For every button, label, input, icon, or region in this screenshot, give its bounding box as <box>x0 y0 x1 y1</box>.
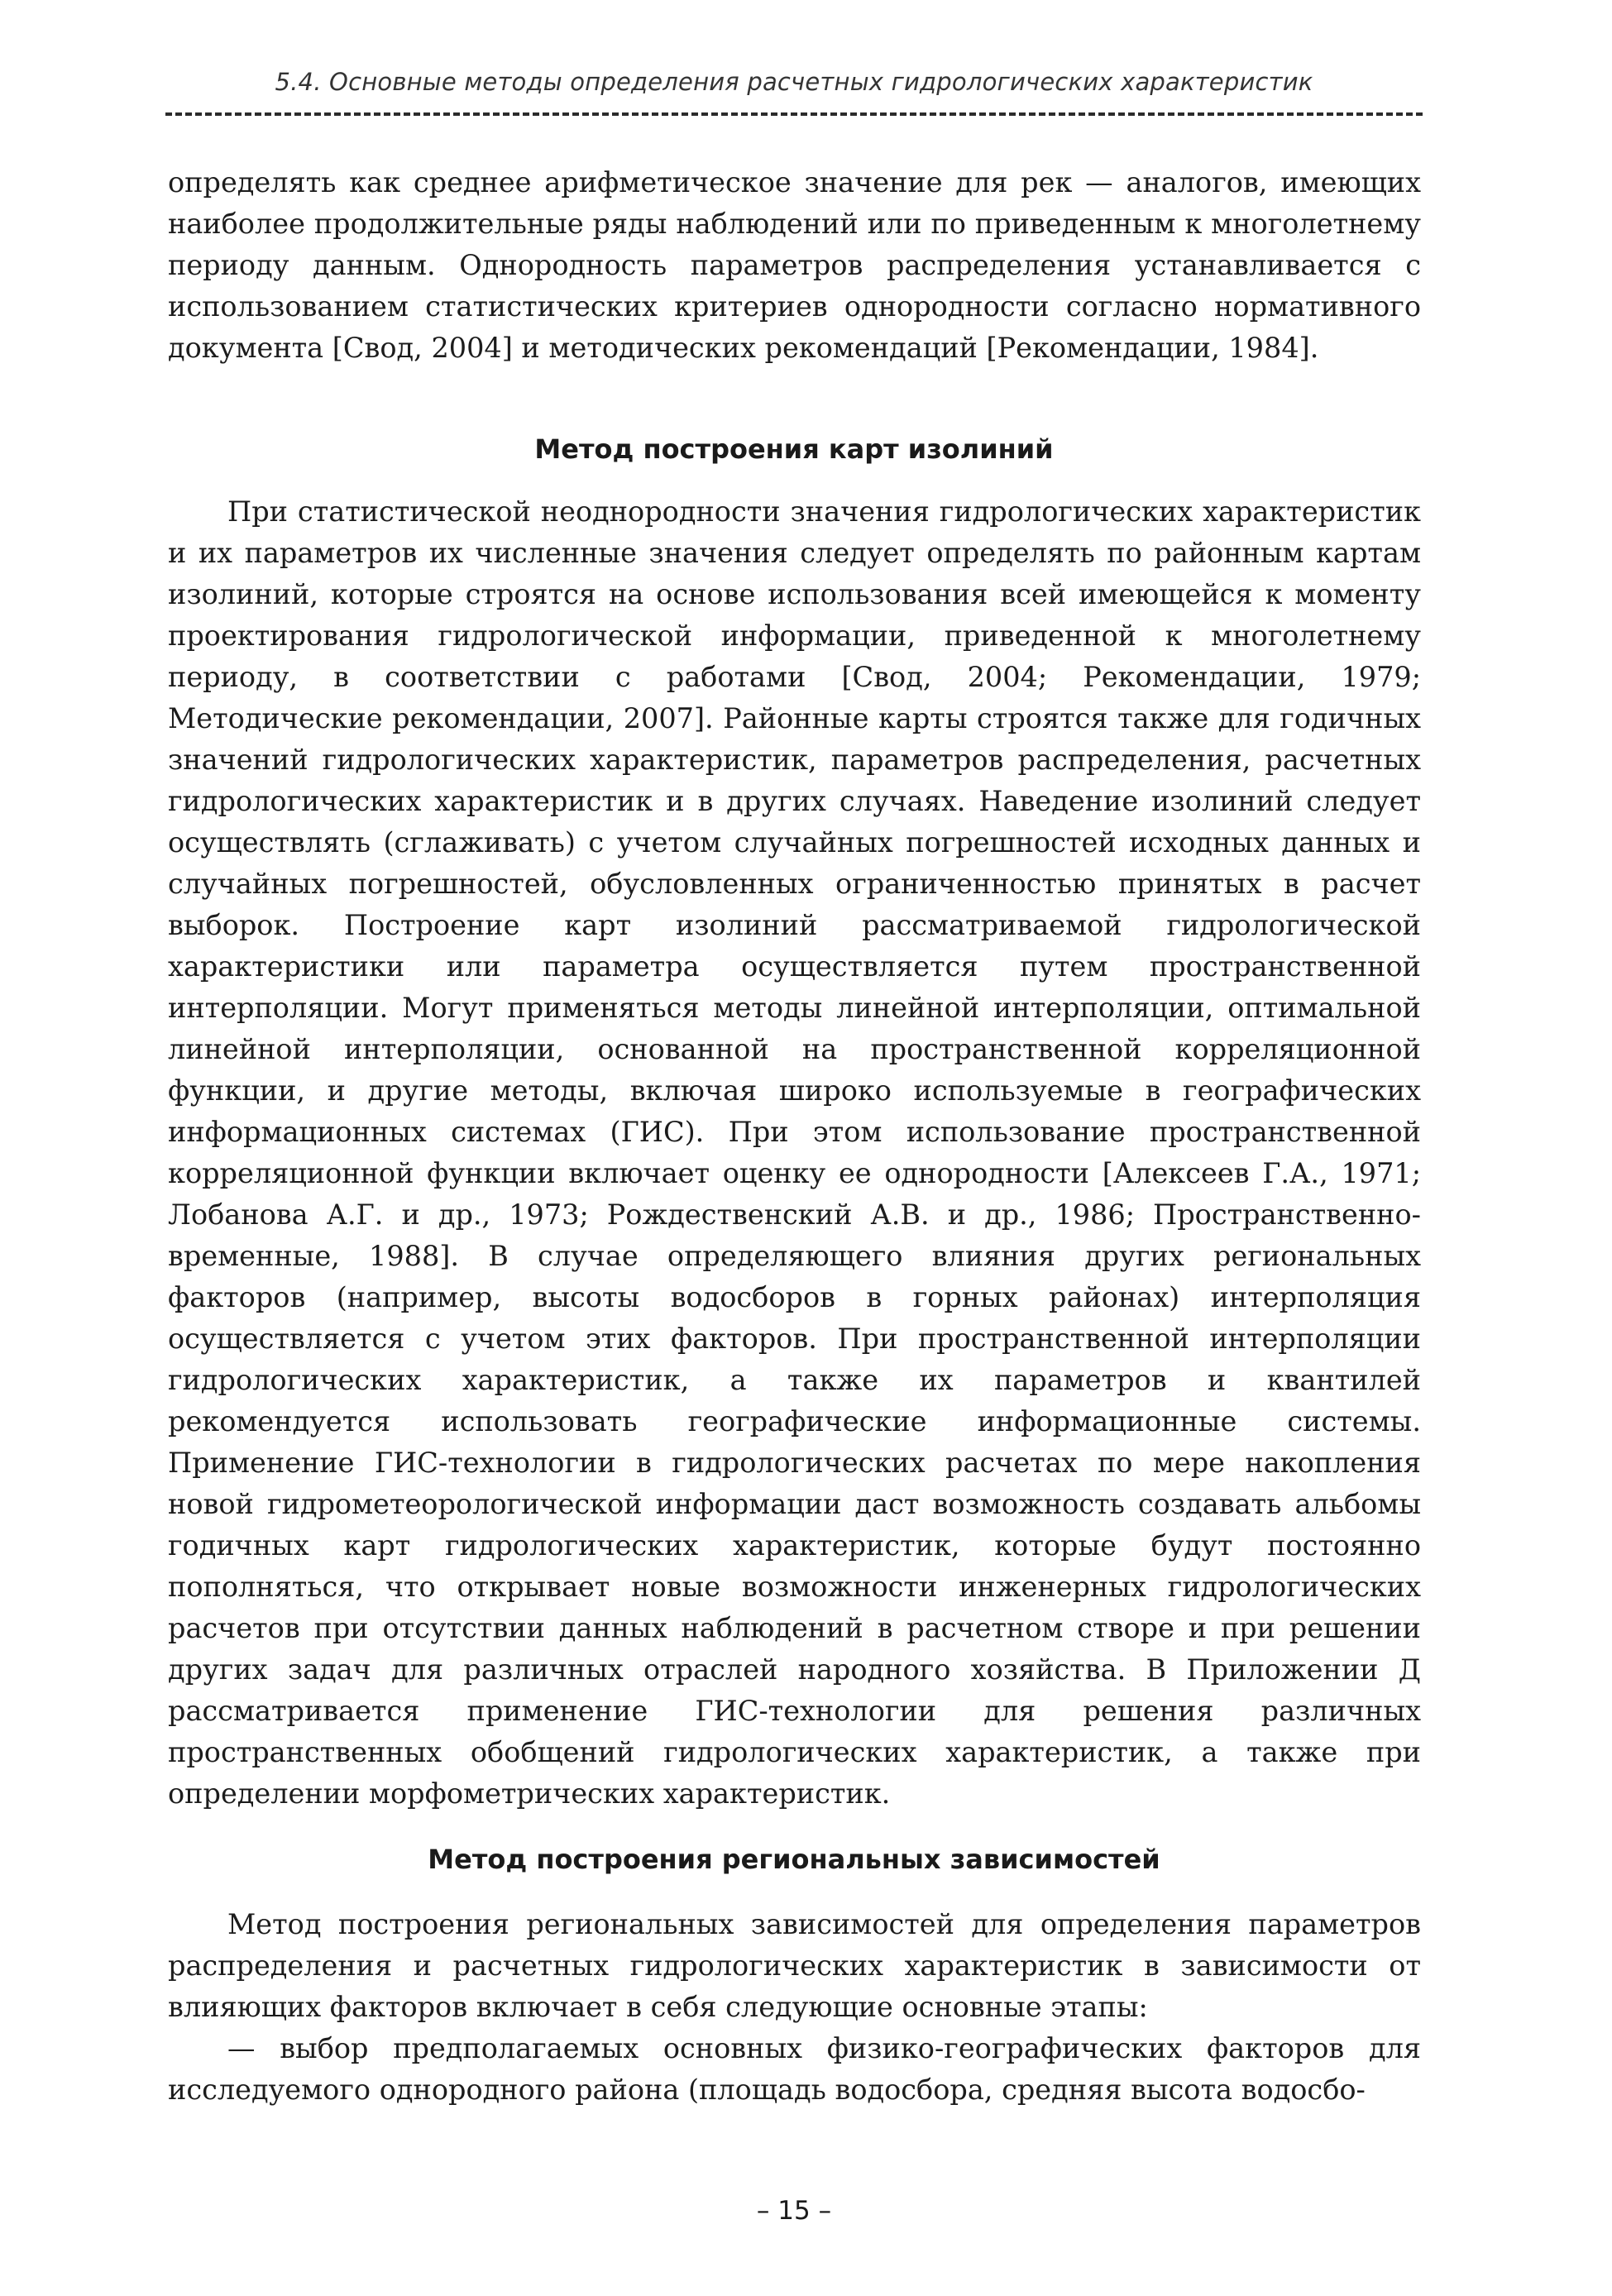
section-heading-isolines: Метод построения карт изолиний <box>534 433 1054 465</box>
page-number: – 15 – <box>756 2196 832 2226</box>
intro-block <box>168 162 1421 369</box>
isolines-paragraph: При статистической неоднородности значения гидрологических характеристик и их параметров их численные значения следует определять по районным картам изолиний, которые строятся на основе использования всей имеющейся к моменту проектирования гидрологической информации, приведенной к многолетнему периоду, в соответствии с работами [Свод, 2004; Рекомендации, 1979; Методические рекомендации, 2007]. Районные карты строятся также для годичных значений гидрологических характеристик, параметров распределения, расчетных гидрологических характеристик и в других случаях. Наведение изолиний следует осуществлять (сглаживать) с учетом случайных погрешностей исходных данных и случайных погрешностей, обусловленных ограниченностью принятых в расчет выборок. Построение карт изолиний рассматриваемой гидрологической характеристики или параметра осуществляется путем пространственной интерполяции. Могут применяться методы линейной интерполяции, оптимальной линейной интерполяции, основанной на пространственной корреляционной функции, и другие методы, включая широко используемые в географических информационных системах (ГИС). При этом использование пространственной корреляционной функции включает оценку ее однородности [Алексеев Г.А., 1971; Лобанова А.Г. и др., 1973; Рождественский А.В. и др., 1986; Пространственно-временные, 1988]. В случае определяющего влияния других региональных факторов (например, высоты водосборов в горных районах) интерполяция осуществляется с учетом этих факторов. При пространственной интерполяции гидрологических характеристик, а также их параметров и квантилей рекомендуется использовать географические информационные системы. Применение ГИС-технологии в гидрологических расчетах по мере накопления новой гидрометеорологической информации даст возможность создавать альбомы годичных карт гидрологических характеристик, которые будут постоянно пополняться, что открывает новые возможности инженерных гидрологических расчетов при отсутствии данных наблюдений в расчетном створе и при решении других задач для различных отраслей народного хозяйства. В Приложении Д рассматривается применение ГИС-технологии для решения различных пространственных обобщений гидрологических характеристик, а также при определении морфометрических характеристик. <box>168 495 1421 1810</box>
running-header: 5.4. Основные методы определения расчетных гидрологических характеристик <box>275 68 1313 96</box>
isolines-block <box>168 491 1421 1815</box>
section-heading-regional: Метод построения региональных зависимостей <box>428 1844 1160 1875</box>
regional-block <box>168 1904 1421 2111</box>
regional-list-item: — выбор предполагаемых основных физико-географических факторов для исследуемого однородного района (площадь водосбора, средняя высота водосбо- <box>168 2032 1421 2106</box>
intro-paragraph: определять как среднее арифметическое значение для рек — аналогов, имеющих наиболее продолжительные ряды наблюдений или по приведенным к многолетнему периоду данным. Однородность параметров распределения устанавливается с использованием статистических критериев однородности согласно нормативного документа [Свод, 2004] и методических рекомендаций [Рекомендации, 1984]. <box>168 166 1421 364</box>
regional-paragraph: Метод построения региональных зависимостей для определения параметров распределения и расчетных гидрологических характеристик в зависимости от влияющих факторов включает в себя следующие основные этапы: <box>168 1908 1421 2023</box>
header-divider <box>165 112 1423 116</box>
